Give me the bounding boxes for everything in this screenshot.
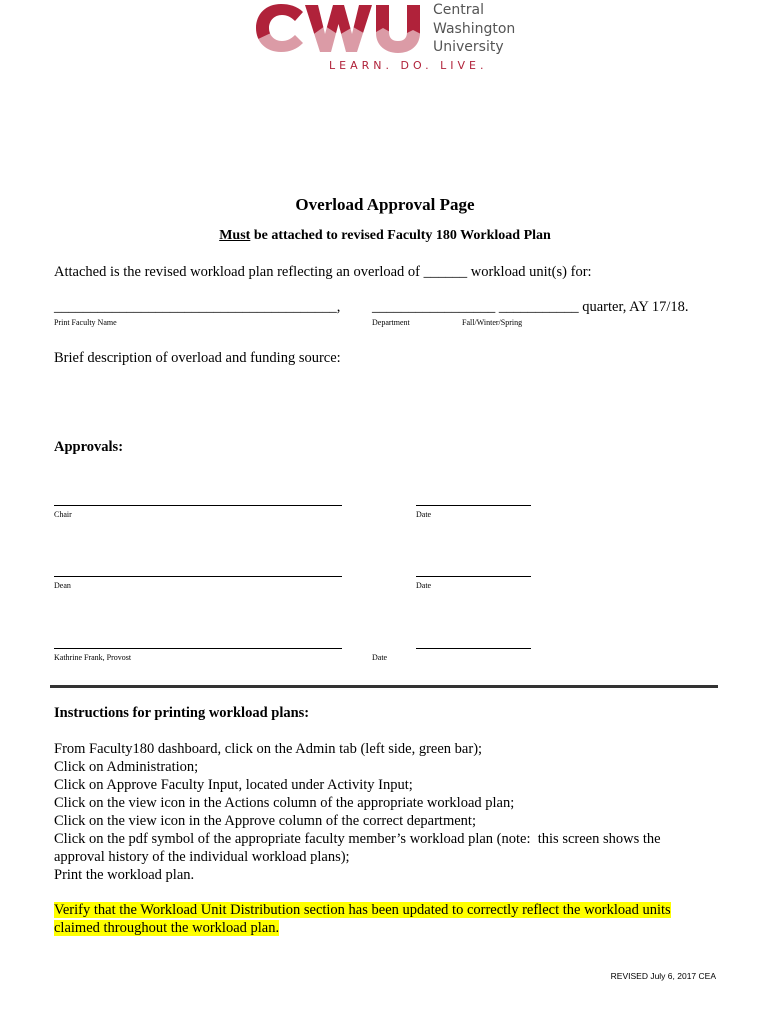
cwu-logo — [253, 2, 523, 74]
provost-label: Kathrine Frank, Provost — [54, 653, 132, 662]
page-title: Overload Approval Page — [295, 195, 475, 214]
dean-label: Dean — [54, 581, 71, 590]
highlighted-note-line: Verify that the Workload Unit Distribution section has been updated to correctly reflect the workload units — [54, 902, 671, 918]
page-subtitle — [0, 228, 770, 244]
instructions-heading: Instructions for printing workload plans: — [54, 705, 310, 721]
instruction-line: Click on Administration; — [54, 759, 199, 775]
chair-date-line[interactable] — [416, 505, 531, 506]
dean-date-line[interactable] — [416, 576, 531, 577]
faculty-name-field[interactable]: _______________________________________, — [54, 299, 341, 315]
wordmark-line-1: Central — [433, 2, 484, 18]
subtitle-emphasis: Must — [219, 228, 251, 243]
chair-signature-line[interactable] — [54, 505, 342, 506]
quarter-label: Fall/Winter/Spring — [462, 318, 523, 327]
provost-signature-line[interactable] — [54, 648, 342, 649]
instruction-line: Print the workload plan. — [54, 867, 195, 883]
provost-date-label: Date — [372, 653, 388, 662]
subtitle-rest: be attached to revised Faculty 180 Workload Plan — [250, 228, 551, 243]
instructions-list — [54, 740, 734, 884]
print-faculty-name-label: Print Faculty Name — [54, 318, 117, 327]
chair-date-label: Date — [416, 510, 432, 519]
section-divider — [50, 685, 718, 688]
instruction-line: Click on the view icon in the Approve column of the correct department; — [54, 813, 476, 829]
logo-tagline: LEARN. DO. LIVE. — [329, 59, 488, 72]
highlighted-note-line: claimed throughout the workload plan. — [54, 920, 280, 936]
cwu-letters-icon — [253, 2, 425, 58]
wordmark-line-2: Washington — [433, 21, 516, 37]
chair-label: Chair — [54, 510, 72, 519]
instruction-line: From Faculty180 dashboard, click on the Admin tab (left side, green bar); — [54, 741, 483, 757]
department-label: Department — [372, 318, 410, 327]
instruction-line: Click on the pdf symbol of the appropriate faculty member’s workload plan (note: this screen shows the — [54, 831, 661, 847]
instruction-line: approval history of the individual workload plans); — [54, 849, 350, 865]
provost-date-line[interactable] — [416, 648, 531, 649]
approvals-heading: Approvals: — [54, 439, 124, 455]
highlighted-note — [54, 901, 734, 937]
instruction-line: Click on Approve Faculty Input, located under Activity Input; — [54, 777, 413, 793]
dean-date-label: Date — [416, 581, 432, 590]
attached-statement: Attached is the revised workload plan reflecting an overload of ______ workload unit(s) for: — [54, 264, 592, 280]
instruction-line: Click on the view icon in the Actions column of the appropriate workload plan; — [54, 795, 515, 811]
dean-signature-line[interactable] — [54, 576, 342, 577]
wordmark-line-3: University — [433, 39, 504, 55]
brief-description-label: Brief description of overload and funding source: — [54, 350, 341, 366]
department-quarter-field[interactable]: _________________ ___________ quarter, AY 17/18. — [372, 299, 689, 315]
revision-footer: REVISED July 6, 2017 CEA — [610, 971, 716, 981]
